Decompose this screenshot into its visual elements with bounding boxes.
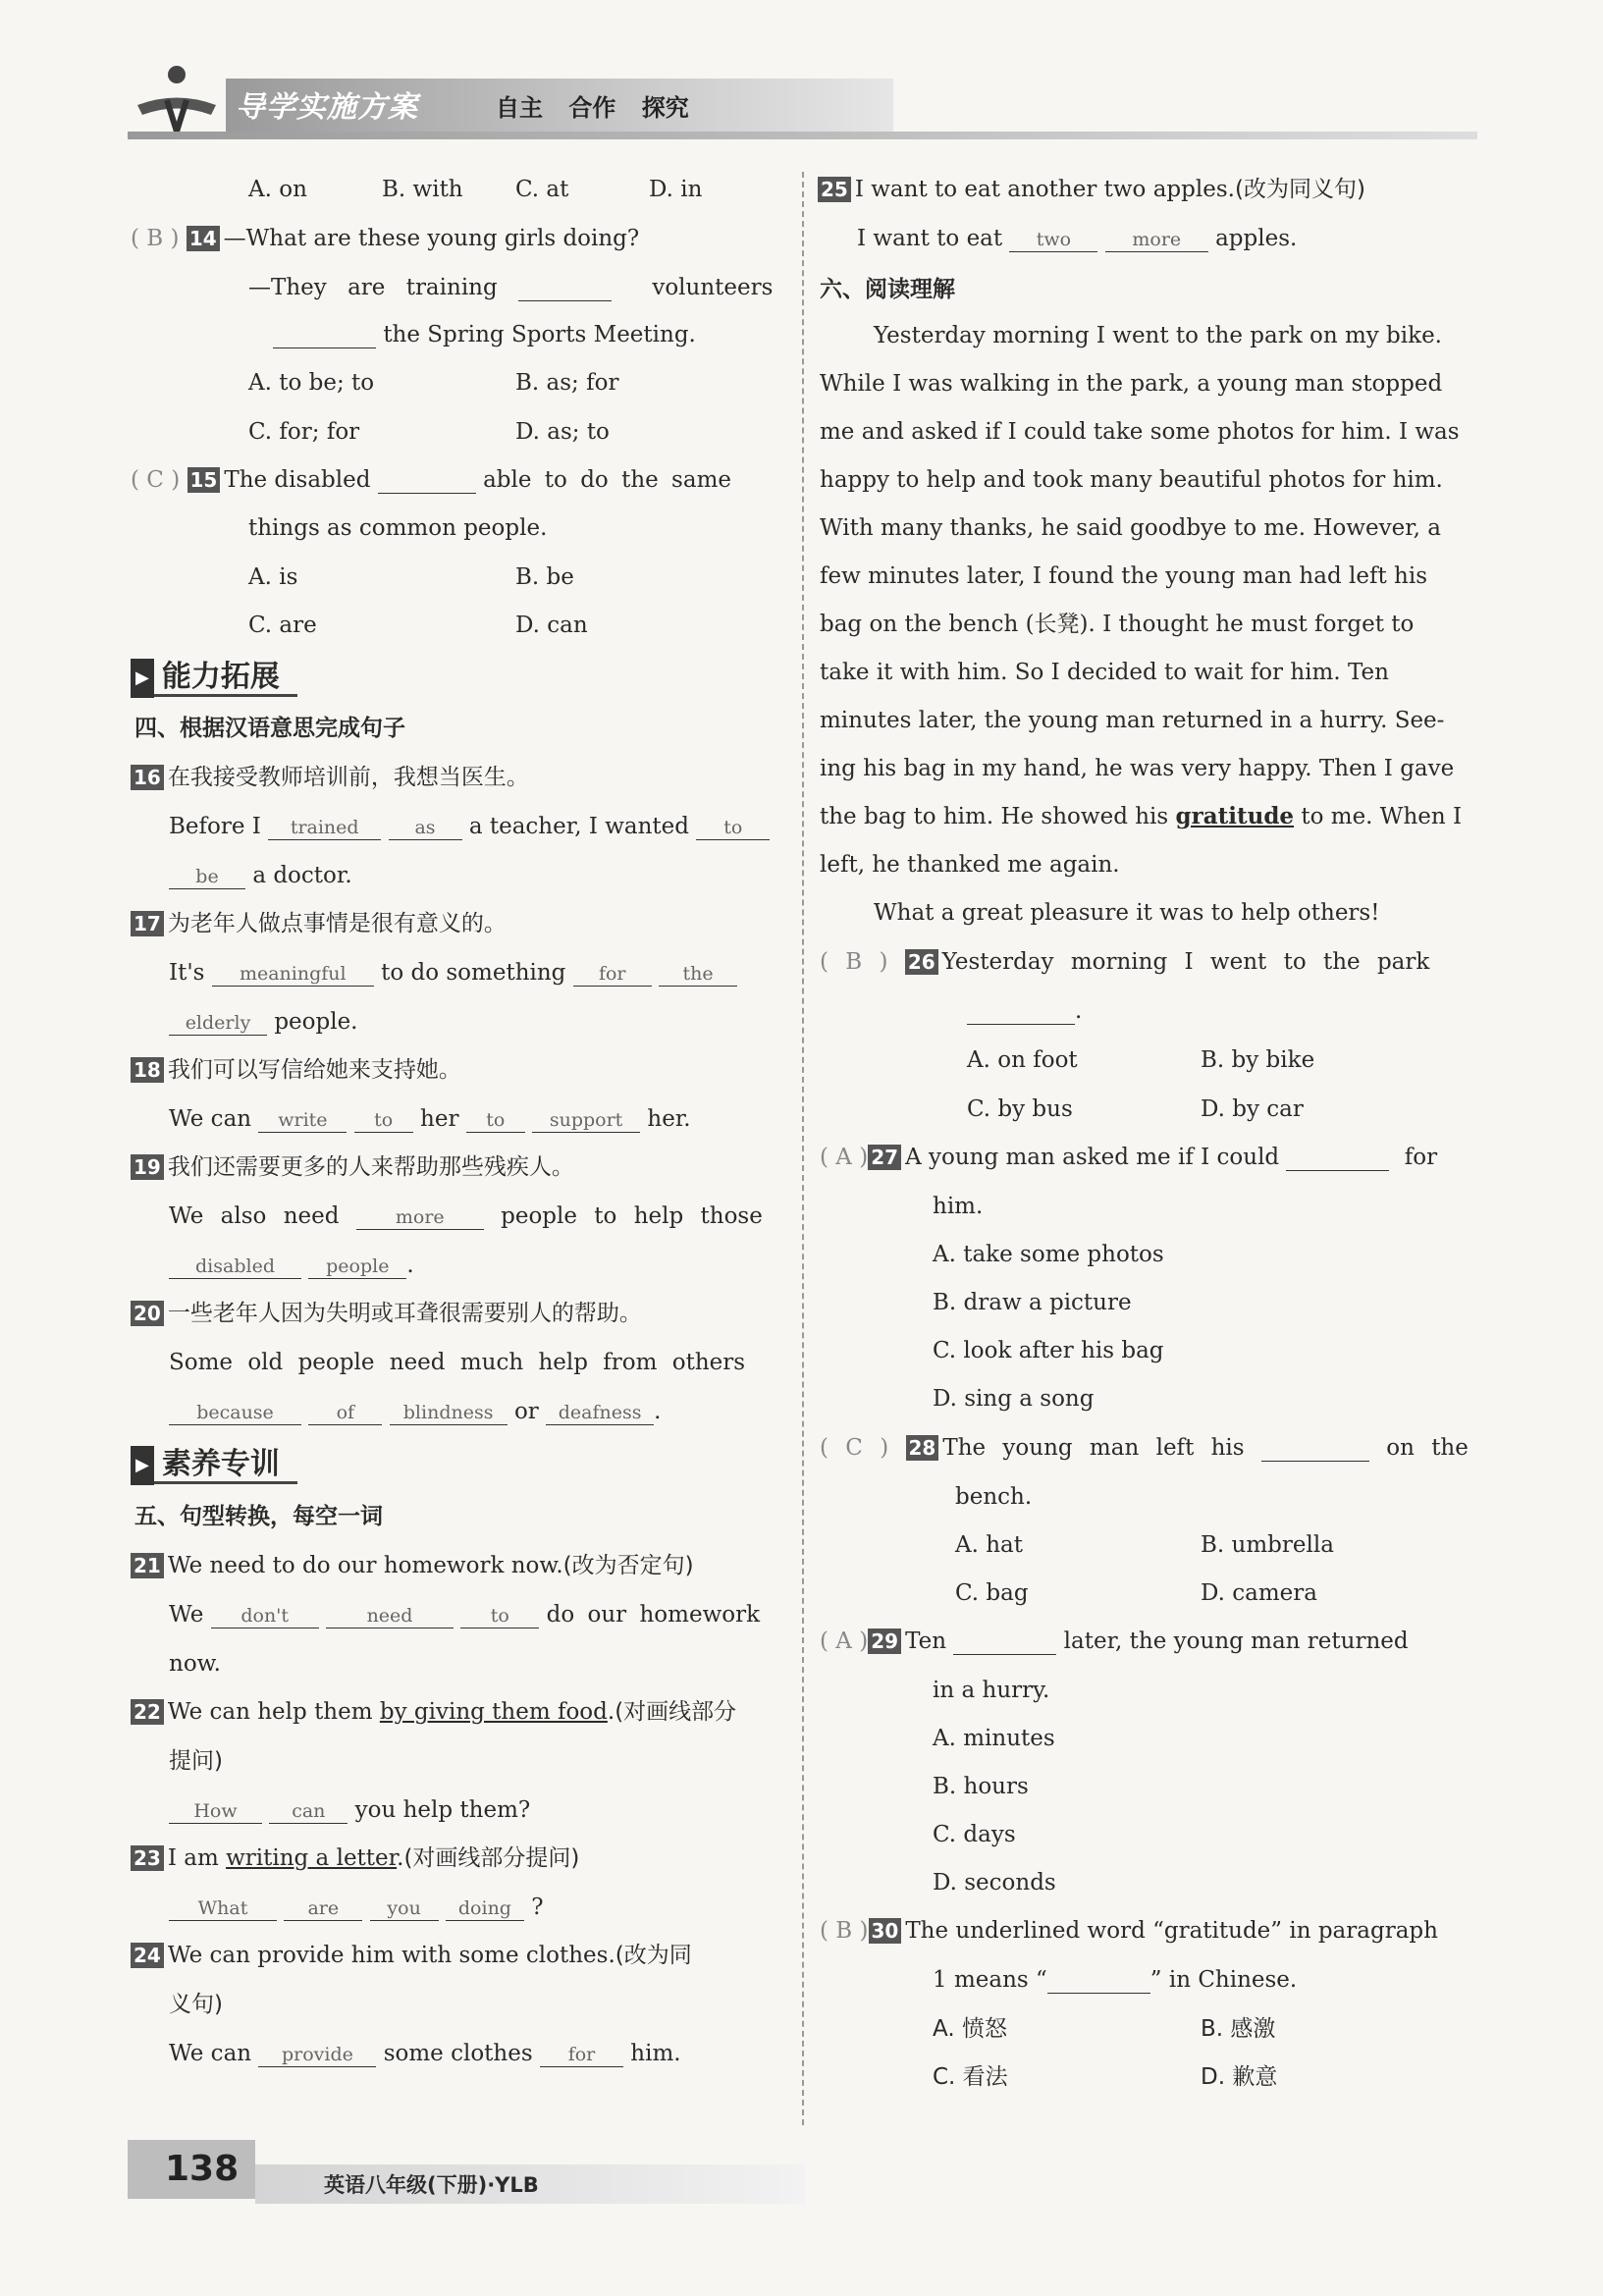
section-6-title: 六、阅读理解 <box>820 277 955 302</box>
q17-en2: elderly people. <box>169 1007 358 1037</box>
blank[interactable] <box>518 277 612 301</box>
blank[interactable]: you <box>370 1896 439 1921</box>
blank[interactable]: to <box>466 1108 525 1133</box>
blank[interactable] <box>273 324 376 348</box>
q25-answer: I want to eat two more apples. <box>857 226 1298 251</box>
arrow-icon: ▶ <box>131 1446 154 1485</box>
blank[interactable]: can <box>269 1799 347 1824</box>
q27-stem: ( A ) 27 A young man asked me if I could for <box>820 1145 1438 1170</box>
header-rule <box>128 132 1477 139</box>
blank[interactable]: are <box>284 1896 362 1921</box>
blank[interactable]: doing <box>446 1896 524 1921</box>
q24-answer: We can provide some clothes for him. <box>169 2041 681 2066</box>
q25-stem: 25 I want to eat another two apples.(改为同义句) <box>818 175 1365 204</box>
page-header <box>128 61 1477 141</box>
blank[interactable] <box>967 1000 1075 1025</box>
blank[interactable] <box>1286 1147 1389 1171</box>
q20-en: Some old people need much help from others <box>169 1350 746 1375</box>
option-d: D. in <box>649 177 703 202</box>
q26-blank: . <box>967 996 1082 1026</box>
blank[interactable]: need <box>326 1604 454 1629</box>
blank[interactable]: blindness <box>390 1401 508 1425</box>
footer-book-title: 英语八年级(下册)·YLB <box>324 2173 539 2197</box>
q16-en: Before I trained as a teacher, I wanted to <box>169 812 770 841</box>
blank[interactable]: meaningful <box>212 962 374 987</box>
blank[interactable] <box>1261 1437 1369 1462</box>
q14-answer: B <box>146 226 164 251</box>
book-logo-icon <box>128 61 226 139</box>
section-4-title: 四、根据汉语意思完成句子 <box>134 716 405 741</box>
q22-note: 提问) <box>169 1748 223 1774</box>
q23-stem: 23 I am writing a letter.(对画线部分提问) <box>131 1843 579 1873</box>
column-divider <box>802 172 804 2125</box>
q19-en: We also need more people to help those <box>169 1203 763 1229</box>
blank[interactable]: support <box>532 1108 640 1133</box>
q29-stem: ( A ) 29 Ten later, the young man returned <box>820 1629 1409 1654</box>
blank[interactable]: don't <box>211 1604 319 1629</box>
q15-number: 15 <box>187 467 221 493</box>
q14-line3: the Spring Sports Meeting. <box>273 320 696 349</box>
q19-en2: disabled people . <box>169 1251 414 1280</box>
q22-answer: How can you help them? <box>169 1795 530 1825</box>
q26-stem: ( B ) 26 Yesterday morning I went to the park <box>820 949 1430 975</box>
banner-literacy: ▶ 素养专训 <box>131 1445 297 1486</box>
blank[interactable]: for <box>540 2043 623 2067</box>
q17-zh: 17 为老年人做点事情是很有意义的。 <box>131 909 507 938</box>
q24-note: 义句) <box>169 1992 223 2017</box>
blank[interactable]: for <box>573 962 652 987</box>
q14-opts-cd: C. for; for D. as; to <box>248 419 610 445</box>
q16-en2: be a doctor. <box>169 861 352 890</box>
option-a: A. on <box>248 177 307 202</box>
header-title: 导学实施方案 <box>236 90 418 125</box>
q20-en2: because of blindness or deafness . <box>169 1397 661 1426</box>
q19-zh: 19 我们还需要更多的人来帮助那些残疾人。 <box>131 1152 574 1182</box>
q20-zh: 20 一些老年人因为失明或耳聋很需要别人的帮助。 <box>131 1299 642 1328</box>
blank[interactable]: to <box>354 1108 413 1133</box>
q14-opts-ab: A. to be; to B. as; for <box>248 370 619 396</box>
blank[interactable]: trained <box>268 816 381 840</box>
q24-stem: 24 We can provide him with some clothes.(改为同 <box>131 1941 692 1970</box>
q15-answer: C <box>146 467 164 493</box>
blank[interactable]: write <box>258 1108 347 1133</box>
q14-stem: ( B ) 14 —What are these young girls doing? <box>131 226 640 251</box>
q21-stem: 21 We need to do our homework now.(改为否定句) <box>131 1551 694 1580</box>
blank[interactable]: How <box>169 1799 262 1824</box>
q15-opts-ab: A. is B. be <box>248 564 574 590</box>
blank[interactable]: more <box>356 1205 484 1230</box>
q28-stem: ( C ) 28 The young man left his on the <box>820 1435 1469 1461</box>
blank[interactable]: two <box>1009 228 1097 252</box>
q13-options <box>248 175 702 204</box>
section-5-title: 五、句型转换，每空一词 <box>134 1504 383 1529</box>
blank[interactable]: as <box>389 816 462 840</box>
q18-zh: 18 我们可以写信给她来支持她。 <box>131 1055 461 1085</box>
q14-line1: —What are these young girls doing? <box>223 226 640 251</box>
option-c: C. at <box>515 177 569 202</box>
blank[interactable]: What <box>169 1896 277 1921</box>
blank[interactable]: to <box>696 816 770 840</box>
blank[interactable]: of <box>308 1401 382 1425</box>
q21-answer2: now. <box>169 1651 221 1677</box>
q14-line2: —They are training volunteers <box>248 275 774 300</box>
q23-answer: What are you doing ? <box>169 1893 544 1922</box>
blank[interactable]: elderly <box>169 1011 267 1036</box>
banner-ability: ▶ 能力拓展 <box>131 658 297 699</box>
q14-number: 14 <box>187 226 220 251</box>
q22-stem: 22 We can help them by giving them food.(对画线部分 <box>131 1697 736 1727</box>
option-b: B. with <box>382 177 463 202</box>
arrow-icon: ▶ <box>131 659 154 698</box>
header-tags: 自主 合作 探究 <box>496 94 689 122</box>
page-number: 138 <box>128 2140 255 2199</box>
blank[interactable] <box>953 1630 1056 1655</box>
blank[interactable]: provide <box>258 2043 376 2067</box>
q16-zh: 16 在我接受教师培训前，我想当医生。 <box>131 763 529 792</box>
q18-en: We can write to her to support her. <box>169 1106 691 1132</box>
blank[interactable]: because <box>169 1401 301 1425</box>
q15-stem: ( C ) 15 The disabled able to do the same <box>131 467 731 493</box>
underlined-word-gratitude: gratitude <box>1175 803 1295 829</box>
q17-en: It's meaningful to do something for the <box>169 958 737 988</box>
blank[interactable]: to <box>460 1604 539 1629</box>
q15-opts-cd: C. are D. can <box>248 613 588 638</box>
blank[interactable]: the <box>659 962 737 987</box>
blank[interactable]: more <box>1105 228 1208 252</box>
blank[interactable] <box>1047 1969 1150 1994</box>
q21-answer: We don't need to do our homework <box>169 1602 761 1628</box>
q30-stem: ( B ) 30 The underlined word “gratitude” in paragraph <box>820 1918 1438 1944</box>
blank[interactable] <box>378 469 476 494</box>
blank[interactable]: be <box>169 865 245 889</box>
blank[interactable]: deafness <box>546 1401 654 1425</box>
q15-line2: things as common people. <box>248 515 548 541</box>
blank[interactable]: disabled <box>169 1255 301 1279</box>
blank[interactable]: people <box>308 1255 406 1279</box>
